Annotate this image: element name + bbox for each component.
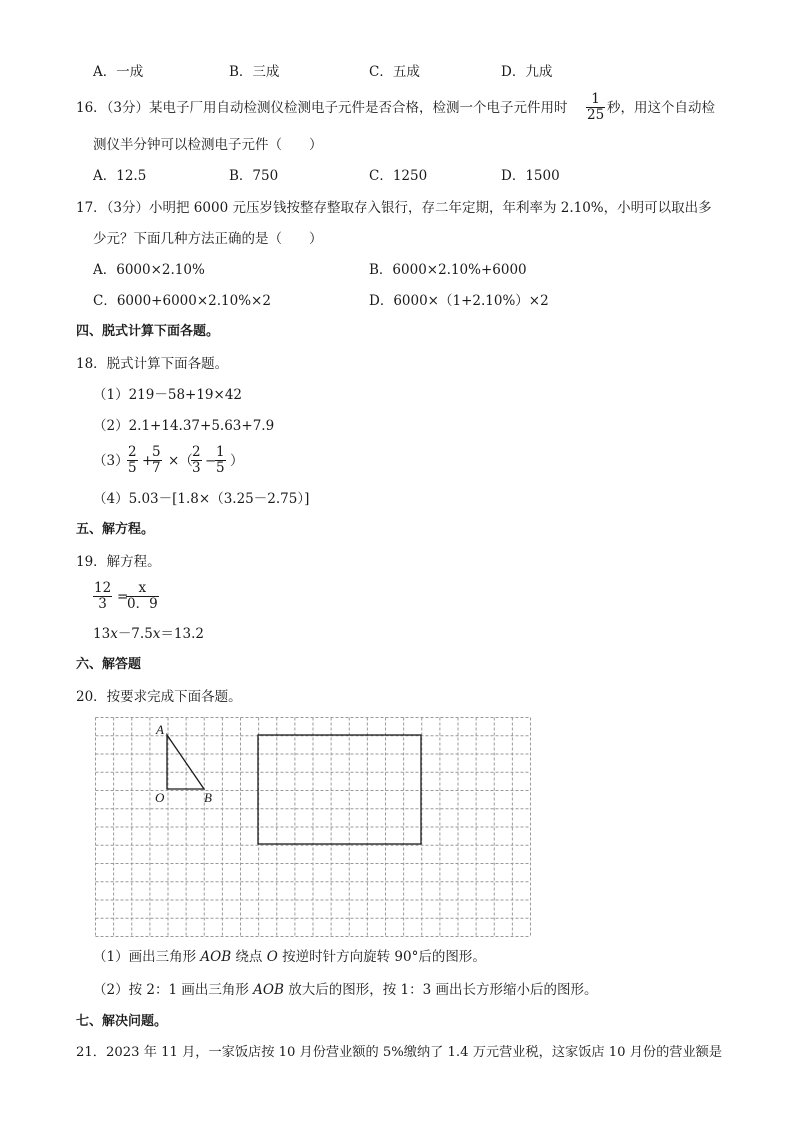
q19-eq1-equals: = [117,589,129,605]
q19-eq1-right-frac [126,581,159,612]
q19-eq2-a: 13 [93,626,111,642]
q17-option-d: D．6000×（1+2.10%）×2 [369,293,549,309]
q15-option-c: C．五成 [369,64,420,80]
q16-frac-den: 25 [587,107,605,123]
q16-line1-pre: 16．（3分）某电子厂用自动检测仪检测电子元件是否合格，检测一个电子元件用时 [76,100,568,116]
q18-item4: （4）5.03－[1.8×（3.25－2.75）] [93,491,310,507]
q17-line1: 17．（3分）小明把 6000 元压岁钱按整存整取存入银行，存二年定期，年利率为 2.10%，小明可以取出多 [76,200,712,216]
q15-option-b: B．三成 [229,64,280,80]
q18-item3-frac1-num: 2 [128,444,137,460]
q19-title: 19．解方程。 [76,554,161,570]
q20-grid-figure [95,717,531,937]
q19-eq2-c: ＝13.2 [160,626,204,642]
dashed-grid [96,718,531,937]
q19-eq2-x2: x [152,626,161,642]
q20-item1 [93,949,486,965]
q18-item3-frac3 [191,445,202,476]
q16-frac-num: 1 [591,91,600,107]
q19-eq1-right-den: 0．9 [127,596,158,612]
triangle-aob [167,735,204,789]
q20-title: 20．按要求完成下面各题。 [76,689,242,705]
q20-item1-pre: （1）画出三角形 [93,949,201,965]
q17-option-a: A．6000×2.10% [93,262,205,278]
q17-option-c: C．6000+6000×2.10%×2 [93,293,271,309]
q17-line2: 少元？下面几种方法正确的是（ ） [93,231,323,247]
q19-eq1-left-den: 3 [93,596,112,612]
q20-item2-post: 放大后的图形，按 1：3 画出长方形缩小后的图形。 [283,982,598,998]
q16-option-b: B．750 [229,168,279,184]
q18-item2: （2）2.1+14.37+5.63+7.9 [93,418,275,434]
q15-option-a: A．一成 [93,64,144,80]
q20-item2 [93,982,597,998]
q17-option-b: B．6000×2.10%+6000 [369,262,527,278]
q18-item3-frac4-den: 5 [216,460,225,476]
q16-line2: 测仪半分钟可以检测电子元件（ ） [93,137,323,153]
q18-title: 18．脱式计算下面各题。 [76,356,229,372]
q16-option-a: A．12.5 [93,168,147,184]
q18-item1: （1）219－58+19×42 [93,387,243,403]
q18-item3-times-open: ×（ [168,453,193,469]
q18-item3-frac4-num: 1 [216,444,225,460]
q18-item3-label: （3） [93,453,129,469]
q16-option-c: C．1250 [369,168,428,184]
q16-option-d: D．1500 [501,168,560,184]
q20-item1-aob: AOB [200,949,232,965]
q16-fraction [586,92,605,123]
q18-item3-frac3-den: 3 [192,460,201,476]
section-6-heading: 六、解答题 [76,657,142,672]
q20-item1-post: 按逆时针方向旋转 90°后的图形。 [277,949,486,965]
q19-eq1-right-num: x [138,580,147,596]
rectangle-shape [258,735,421,844]
q18-item3-frac1 [127,445,138,476]
q20-item2-aob: AOB [253,982,284,998]
q21-line1: 21．2023 年 11 月，一家饭店按 10 月份营业额的 5%缴纳了 1.4 万元营业税，这家饭店 10 月份的营业额是 [76,1045,723,1060]
q18-item3-frac1-den: 5 [128,460,137,476]
q19-eq2-x1: x [110,626,118,642]
q18-item3-frac4 [215,445,226,476]
q18-item3-frac2-den: 7 [152,460,161,476]
section-7-heading: 七、解决问题。 [76,1014,168,1029]
q18-item3-frac2-num: 5 [152,444,161,460]
label-a: A [156,722,164,737]
q19-eq1-left-num: 12 [94,580,112,596]
q18-item3-frac3-num: 2 [192,444,201,460]
q19-eq1-left-frac [93,581,112,612]
q18-item3-close: ） [230,453,244,469]
q20-item1-o: O [266,949,278,965]
q18-item3-minus: − [205,453,217,469]
label-b: B [204,790,212,805]
q18-item3-plus: + [142,453,154,469]
q18-item3-frac2 [151,445,162,476]
section-4-heading: 四、脱式计算下面各题。 [76,324,220,339]
q19-eq2 [93,626,204,642]
q20-item1-mid: 绕点 [231,949,267,965]
label-o: O [155,790,165,805]
q20-item2-pre: （2）按 2：1 画出三角形 [93,982,254,998]
q19-eq2-b: －7.5 [117,626,153,642]
q15-option-d: D．九成 [501,64,553,80]
q16-line1-post: 秒，用这个自动检 [607,100,715,116]
section-5-heading: 五、解方程。 [76,522,155,537]
